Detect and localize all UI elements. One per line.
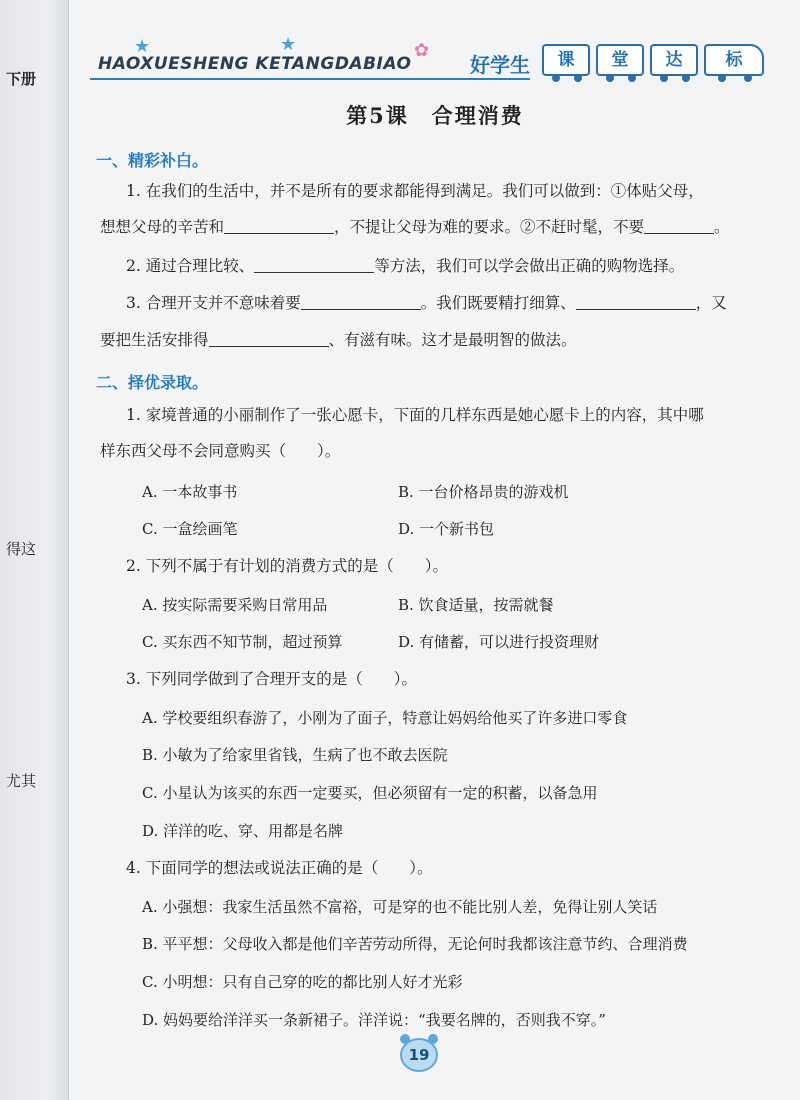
answer-blank[interactable]	[254, 256, 374, 273]
question-text: 3. 下列同学做到了合理开支的是（ ）。	[126, 670, 417, 688]
train-car: 课	[542, 44, 590, 76]
question-text: 样东西父母不会同意购买（ ）。	[100, 442, 341, 460]
train-car: 堂	[596, 44, 644, 76]
option-d[interactable]: D. 有储蓄，可以进行投资理财	[398, 633, 600, 651]
question-text: 2. 通过合理比较、 等方法，我们可以学会做出正确的购物选择。	[126, 257, 685, 275]
volume-label: 下册	[6, 70, 37, 88]
train-car: 达	[650, 44, 698, 76]
question-text: 想想父母的辛苦和 ，不提让父母为难的要求。②不赶时髦，不要 。	[100, 218, 730, 236]
answer-blank[interactable]	[644, 217, 714, 234]
train-engine: 标	[704, 44, 764, 76]
margin-fragment: 尤其	[6, 772, 37, 790]
section-title: 二、择优录取。	[96, 373, 209, 392]
option-d[interactable]: D. 一个新书包	[398, 520, 495, 538]
margin-fragment: 得这	[6, 540, 37, 558]
option-d[interactable]: D. 洋洋的吃、穿、用都是名牌	[142, 822, 344, 840]
option-b[interactable]: B. 平平想：父母收入都是他们辛苦劳动所得，无论何时我都该注意节约、合理消费	[142, 935, 688, 953]
option-d[interactable]: D. 妈妈要给洋洋买一条新裙子。洋洋说：“我要名牌的，否则我不穿。”	[142, 1011, 606, 1029]
option-c[interactable]: C. 小明想：只有自己穿的吃的都比别人好才光彩	[142, 973, 463, 991]
option-c[interactable]: C. 买东西不知节制，超过预算	[142, 633, 343, 651]
adjacent-page-edge	[0, 0, 69, 1100]
question-text: 要把生活安排得 、有滋有味。这才是最明智的做法。	[100, 331, 577, 349]
star-icon: ★	[134, 36, 151, 57]
header-pinyin: HAOXUESHENG KETANGDABIAO	[98, 54, 412, 74]
question-text: 4. 下面同学的想法或说法正确的是（ ）。	[126, 859, 433, 877]
option-a[interactable]: A. 按实际需要采购日常用品	[142, 596, 328, 614]
question-text: 1. 家境普通的小丽制作了一张心愿卡，下面的几样东西是她心愿卡上的内容，其中哪	[126, 406, 704, 424]
answer-blank[interactable]	[224, 217, 334, 234]
answer-blank[interactable]	[301, 293, 421, 310]
train-logo	[540, 36, 790, 86]
option-c[interactable]: C. 小星认为该买的东西一定要买，但必须留有一定的积蓄，以备急用	[142, 784, 598, 802]
option-b[interactable]: B. 一台价格昂贵的游戏机	[398, 483, 569, 501]
option-b[interactable]: B. 饮食适量，按需就餐	[398, 596, 554, 614]
section-title: 一、精彩补白。	[96, 151, 209, 170]
answer-blank[interactable]	[209, 330, 329, 347]
star-icon: ★	[280, 34, 297, 55]
question-text: 3. 合理开支并不意味着要 。我们既要精打细算、 ，又	[126, 294, 727, 312]
header-brand: 好学生	[470, 53, 530, 77]
page-number: 19	[400, 1038, 438, 1072]
flower-icon: ✿	[414, 40, 430, 61]
question-text: 2. 下列不属于有计划的消费方式的是（ ）。	[126, 557, 448, 575]
option-b[interactable]: B. 小敏为了给家里省钱，生病了也不敢去医院	[142, 746, 448, 764]
worksheet-page	[70, 0, 800, 1100]
option-c[interactable]: C. 一盒绘画笔	[142, 520, 238, 538]
option-a[interactable]: A. 小强想：我家生活虽然不富裕，可是穿的也不能比别人差，免得让别人笑话	[142, 898, 658, 916]
question-text: 1. 在我们的生活中，并不是所有的要求都能得到满足。我们可以做到：①体贴父母，	[126, 182, 704, 200]
answer-blank[interactable]	[576, 293, 696, 310]
lesson-title: 第5课 合理消费	[346, 103, 524, 128]
option-a[interactable]: A. 一本故事书	[142, 483, 238, 501]
option-a[interactable]: A. 学校要组织春游了，小刚为了面子，特意让妈妈给他买了许多进口零食	[142, 709, 628, 727]
